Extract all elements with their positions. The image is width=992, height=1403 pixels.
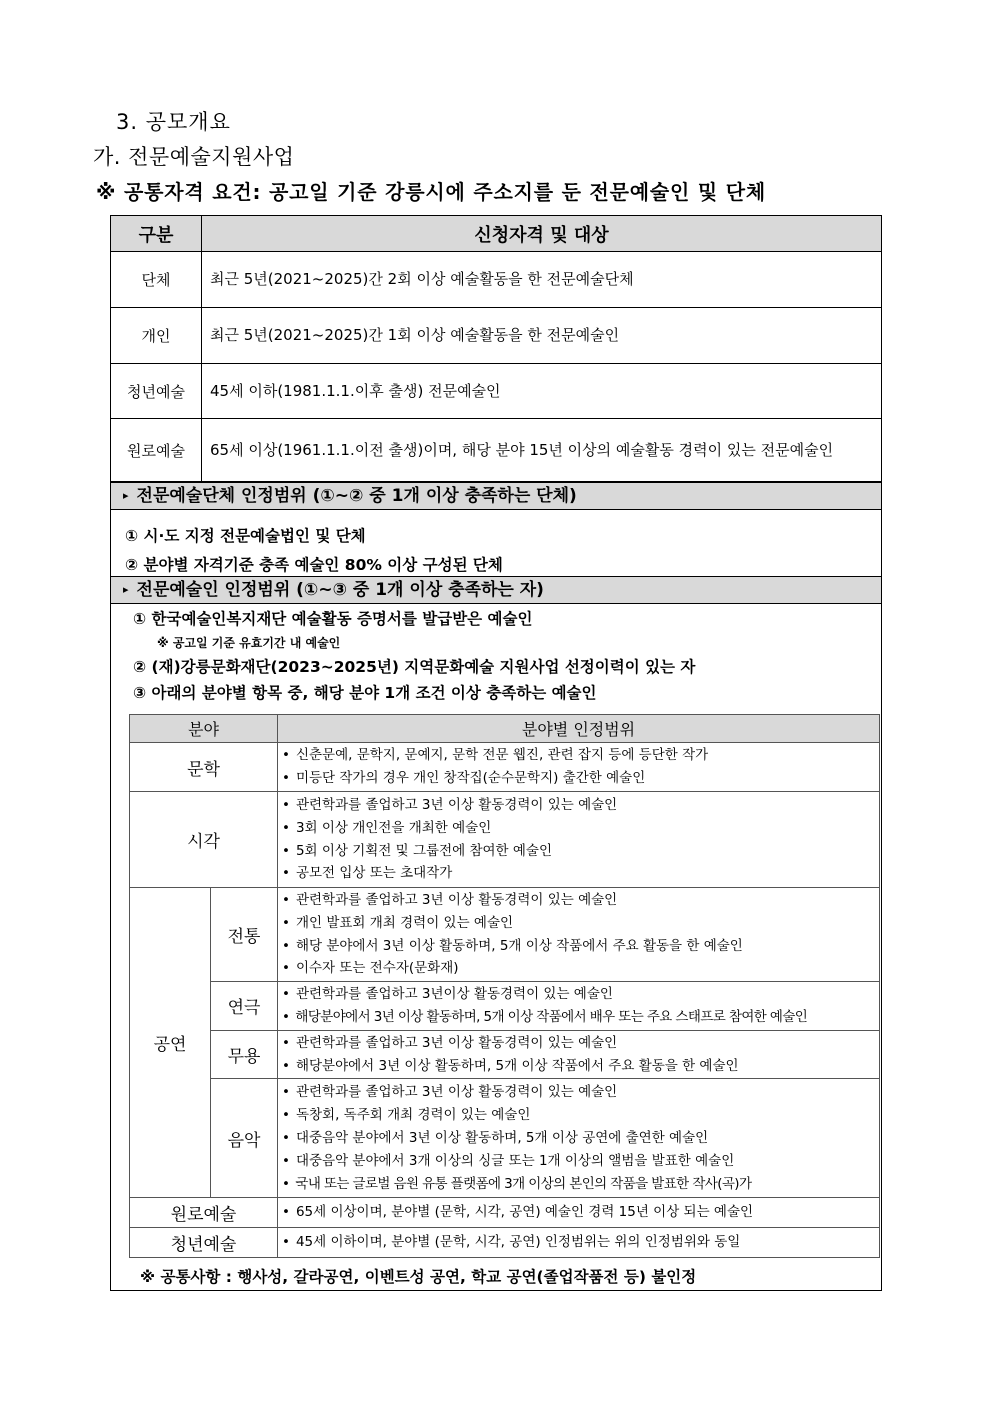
row-description: 45세 이하(1981.1.1.이후 출생) 전문예술인	[202, 364, 882, 419]
qualification-table	[110, 215, 882, 482]
field-literature: 문학	[130, 743, 278, 792]
criteria-item: • 대중음악 분야에서 3개 이상의 싱글 또는 1개 이상의 앨범을 발표한 예술인	[282, 1150, 875, 1173]
table-row	[130, 888, 880, 982]
artist-range-item: ① 한국예술인복지재단 예술활동 증명서를 발급받은 예술인	[133, 610, 533, 628]
criteria-item: • 해당 분야에서 3년 이상 활동하며, 5개 이상 작품에서 주요 활동을 한 예술인	[282, 935, 875, 958]
table-row	[130, 1079, 880, 1198]
validity-note: ※ 공고일 기준 유효기간 내 예술인	[157, 636, 341, 650]
criteria-cell	[278, 743, 880, 792]
criteria-item: • 3회 이상 개인전을 개최한 예술인	[282, 817, 875, 840]
table-row	[111, 308, 882, 364]
row-category: 개인	[111, 308, 202, 364]
field-youth: 청년예술	[130, 1228, 278, 1258]
artist-range-bar	[111, 576, 881, 604]
criteria-item: • 개인 발표회 개최 경력이 있는 예술인	[282, 912, 875, 935]
table-row	[130, 1228, 880, 1258]
field-visual: 시각	[130, 792, 278, 888]
criteria-item: • 이수자 또는 전수자(문화재)	[282, 957, 875, 980]
criteria-item: • 5회 이상 기획전 및 그룹전에 참여한 예술인	[282, 840, 875, 863]
group-range-title: 전문예술단체 인정범위 (①~② 중 1개 이상 충족하는 단체)	[136, 486, 577, 506]
table-row	[130, 792, 880, 888]
table-row	[111, 419, 882, 482]
field-criteria-table	[129, 714, 880, 1258]
subfield-music: 음악	[211, 1079, 278, 1198]
subfield-dance: 무용	[211, 1030, 278, 1079]
artist-range-item: ② (재)강릉문화재단(2023~2025년) 지역문화예술 지원사업 선정이력이 있는 자	[133, 658, 696, 676]
criteria-item: • 관련학과를 졸업하고 3년 이상 활동경력이 있는 예술인	[282, 794, 875, 817]
criteria-cell	[278, 1198, 880, 1228]
table-row	[130, 743, 880, 792]
subsection-title: 가. 전문예술지원사업	[93, 145, 295, 169]
table-row	[130, 1198, 880, 1228]
table-row	[111, 252, 882, 308]
field-performance: 공연	[130, 888, 211, 1198]
table-header-row	[130, 715, 880, 743]
row-category: 청년예술	[111, 364, 202, 419]
criteria-cell	[278, 982, 880, 1031]
criteria-item: • 공모전 입상 또는 초대작가	[282, 862, 875, 885]
criteria-item: • 관련학과를 졸업하고 3년 이상 활동경력이 있는 예술인	[282, 1032, 875, 1055]
criteria-cell	[278, 1079, 880, 1198]
row-category: 단체	[111, 252, 202, 308]
common-note: ※ 공통사항 : 행사성, 갈라공연, 이벤트성 공연, 학교 공연(졸업작품전 등) 불인정	[140, 1268, 697, 1286]
artist-range-title: 전문예술인 인정범위 (①~③ 중 1개 이상 충족하는 자)	[136, 580, 544, 600]
criteria-item: • 대중음악 분야에서 3년 이상 활동하며, 5개 이상 공연에 출연한 예술인	[282, 1127, 875, 1150]
artist-range-item: ③ 아래의 분야별 항목 중, 해당 분야 1개 조건 이상 충족하는 예술인	[133, 684, 597, 702]
section-title: 3. 공모개요	[116, 110, 231, 134]
criteria-item: • 미등단 작가의 경우 개인 창작집(순수문학지) 출간한 예술인	[282, 767, 875, 790]
triangle-bullet-icon: ▸	[123, 489, 129, 502]
criteria-item: • 관련학과를 졸업하고 3년이상 활동경력이 있는 예술인	[282, 983, 875, 1006]
group-range-item: ② 분야별 자격기준 충족 예술인 80% 이상 구성된 단체	[125, 556, 503, 574]
criteria-cell	[278, 1030, 880, 1079]
row-description: 65세 이상(1961.1.1.이전 출생)이며, 해당 분야 15년 이상의 예술활동 경력이 있는 전문예술인	[202, 419, 882, 482]
criteria-item: • 신춘문예, 문학지, 문예지, 문학 전문 웹진, 관련 잡지 등에 등단한 작가	[282, 744, 875, 767]
criteria-item: • 65세 이상이며, 분야별 (문학, 시각, 공연) 예술인 경력 15년 이상 되는 예술인	[282, 1201, 875, 1224]
criteria-cell	[278, 1228, 880, 1258]
group-range-item: ① 시·도 지정 전문예술법인 및 단체	[125, 527, 366, 545]
field-senior: 원로예술	[130, 1198, 278, 1228]
row-description: 최근 5년(2021~2025)간 1회 이상 예술활동을 한 전문예술인	[202, 308, 882, 364]
table-row	[130, 982, 880, 1031]
table-header-row	[111, 216, 882, 252]
criteria-item: • 해당분야에서 3년 이상 활동하며, 5개 이상 작품에서 주요 활동을 한 예술인	[282, 1055, 875, 1078]
group-range-bar	[111, 482, 881, 510]
criteria-item: • 관련학과를 졸업하고 3년 이상 활동경력이 있는 예술인	[282, 1081, 875, 1104]
column-header-criteria: 분야별 인정범위	[278, 715, 880, 743]
row-description: 최근 5년(2021~2025)간 2회 이상 예술활동을 한 전문예술단체	[202, 252, 882, 308]
subfield-traditional: 전통	[211, 888, 278, 982]
column-header-field: 분야	[130, 715, 278, 743]
criteria-item: • 국내 또는 글로벌 음원 유통 플랫폼에 3개 이상의 본인의 작품을 발표한 작사(곡)가	[282, 1173, 875, 1196]
table-row	[130, 1030, 880, 1079]
triangle-bullet-icon: ▸	[123, 583, 129, 596]
criteria-cell	[278, 888, 880, 982]
column-header-qualification: 신청자격 및 대상	[202, 216, 882, 252]
criteria-item: • 관련학과를 졸업하고 3년 이상 활동경력이 있는 예술인	[282, 889, 875, 912]
column-header-category: 구분	[111, 216, 202, 252]
subfield-theater: 연극	[211, 982, 278, 1031]
criteria-item: • 45세 이하이며, 분야별 (문학, 시각, 공연) 인정범위는 위의 인정범위와 동일	[282, 1231, 875, 1254]
common-requirement: ※ 공통자격 요건: 공고일 기준 강릉시에 주소지를 둔 전문예술인 및 단체	[96, 180, 767, 204]
criteria-item: • 독창회, 독주회 개최 경력이 있는 예술인	[282, 1104, 875, 1127]
row-category: 원로예술	[111, 419, 202, 482]
criteria-cell	[278, 792, 880, 888]
criteria-item: • 해당분야에서 3년 이상 활동하며, 5개 이상 작품에서 배우 또는 주요 스태프로 참여한 예술인	[282, 1006, 875, 1029]
table-row	[111, 364, 882, 419]
